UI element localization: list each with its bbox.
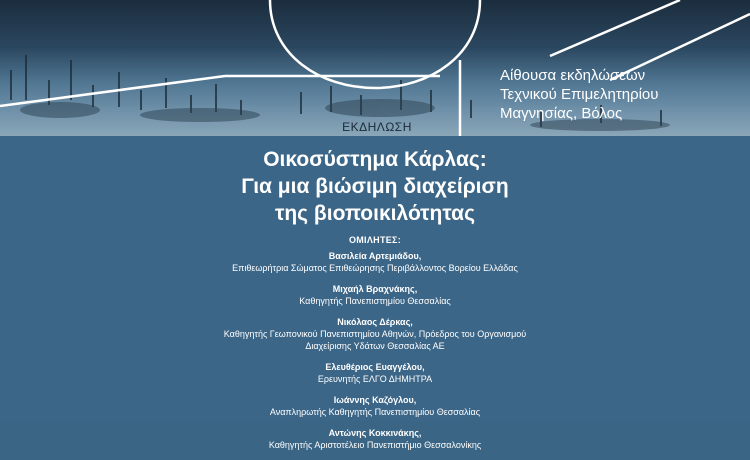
title-line: Οικοσύστημα Κάρλας: (263, 148, 487, 171)
speaker-item (0, 316, 750, 352)
speaker-item (0, 283, 750, 307)
venue-line: Τεχνικού Επιμελητηρίου (500, 86, 659, 103)
title-line: Για μια βιώσιμη διαχείριση (241, 175, 509, 198)
venue-line: Μαγνησίας, Βόλος (500, 105, 623, 122)
speaker-name: Βασιλεία Αρτεμιάδου, (328, 251, 422, 261)
speaker-item (0, 427, 750, 451)
speaker-item (0, 250, 750, 274)
speaker-name: Νικόλαος Δέρκας, (337, 317, 413, 327)
event-title (0, 146, 750, 227)
speaker-role: Καθηγητής Γεωπονικού Πανεπιστημίου Αθηνών, Πρόεδρος του Οργανισμού (223, 329, 527, 339)
speaker-name: Ιωάννης Καζόγλου, (333, 395, 417, 405)
speakers-heading: ΟΜΙΛΗΤΕΣ: (348, 235, 402, 245)
event-label: ΕΚΔΗΛΩΣΗ (342, 120, 412, 134)
speaker-name: Αντώνης Κοκκινάκης, (328, 428, 422, 438)
speaker-item (0, 394, 750, 418)
title-line: της βιοποικιλότητας (274, 202, 476, 225)
venue-info (500, 66, 740, 123)
speaker-name: Ελευθέριος Ευαγγέλου, (325, 362, 425, 372)
speaker-item (0, 361, 750, 385)
speaker-role: Αναπληρωτής Καθηγητής Πανεπιστημίου Θεσσαλίας (269, 407, 481, 417)
speakers-list (0, 250, 750, 460)
speaker-role: Ερευνητής ΕΛΓΟ ΔΗΜΗΤΡΑ (317, 374, 433, 384)
speaker-role: Καθηγητής Πανεπιστημίου Θεσσαλίας (299, 296, 451, 306)
speaker-role: Διαχείρισης Υδάτων Θεσσαλίας ΑΕ (305, 341, 445, 351)
speaker-name: Μιχαήλ Βραχνάκης, (332, 284, 418, 294)
venue-line: Αίθουσα εκδηλώσεων (500, 67, 646, 84)
lake-photo-banner (0, 0, 750, 136)
speaker-role: Επιθεωρήτρια Σώματος Επιθεώρησης Περιβάλλοντος Βορείου Ελλάδας (232, 263, 518, 273)
speaker-role: Καθηγητής Αριστοτέλειο Πανεπιστήμιο Θεσσαλονίκης (268, 440, 482, 450)
